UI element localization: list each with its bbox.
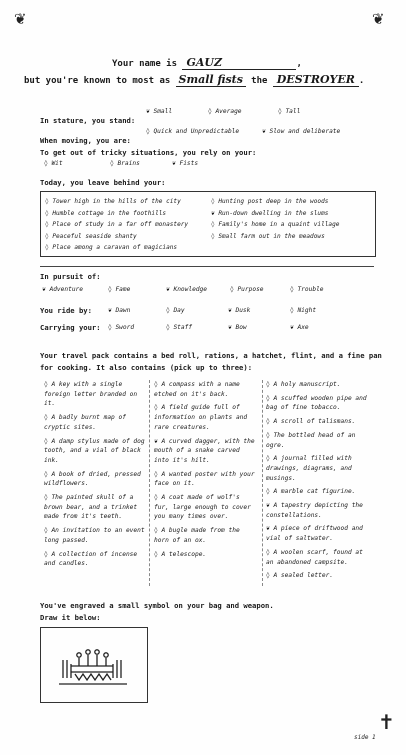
pack-col1: [44, 380, 146, 573]
pursuit-option-adventure[interactable]: ❦ Adventure: [42, 286, 83, 293]
name-prefix: Your name is: [112, 59, 178, 69]
pack-item[interactable]: ◊ A scroll of talismans.: [266, 418, 356, 426]
name-line: Your name is GAUZ ,: [112, 56, 302, 69]
carrying-option-bow[interactable]: ❦ Bow: [228, 324, 247, 331]
pack-intro: Your travel pack contains a bed roll, rations, a hatchet, flint, and a fine pan for cooking. It also contains (pick up to three):: [40, 351, 382, 372]
pack-item[interactable]: ◊ A telescope.: [154, 550, 207, 558]
carrying-option-staff[interactable]: ◊ Staff: [166, 324, 193, 331]
column-divider: [149, 380, 150, 586]
pack-item[interactable]: ◊ A bugle made from the horn of an ox.: [154, 527, 240, 544]
ride-option-dusk[interactable]: ❦ Dusk: [228, 307, 251, 314]
separator-line: [40, 266, 374, 267]
tricky-question: To get out of tricky situations, you rely on your:: [40, 148, 257, 157]
pack-item[interactable]: ◊ A wanted poster with your face on it.: [154, 470, 255, 488]
tricky-option-wit[interactable]: ◊ Wit: [44, 160, 63, 167]
name-value: GAUZ: [186, 56, 223, 69]
known-value: Small fists: [178, 73, 243, 86]
pack-item[interactable]: ◊ A coat made of wolf's fur, large enough to cover you many times over.: [154, 494, 251, 521]
left-behind-option[interactable]: ◊ Hunting post deep in the woods: [211, 198, 329, 205]
left-behind-col1: [45, 196, 188, 254]
tricky-row: [40, 148, 390, 167]
pack-item[interactable]: ◊ A badly burnt map of cryptic sites.: [44, 414, 126, 431]
pursuit-question: In pursuit of:: [40, 272, 101, 281]
draw-label: Draw it below:: [40, 613, 101, 622]
carrying-option-sword[interactable]: ◊ Sword: [108, 324, 135, 331]
pack-item[interactable]: ◊ A journal filled with drawings, diagrams, and musings.: [266, 455, 352, 482]
pack-item[interactable]: ◊ An invitation to an event long passed.: [44, 527, 145, 544]
ride-option-night[interactable]: ◊ Night: [290, 307, 317, 314]
right-floral-ornament-icon: ❦: [372, 10, 385, 28]
period: .: [358, 76, 365, 86]
ride-option-dawn[interactable]: ❦ Dawn: [108, 307, 131, 314]
name-field[interactable]: [182, 56, 296, 70]
ride-question: You ride by:: [40, 306, 92, 315]
stature-option-small[interactable]: ❦ Small: [146, 108, 173, 115]
pursuit-option-purpose[interactable]: ◊ Purpose: [230, 286, 264, 293]
pack-item-selected[interactable]: ❦ A tapestry depicting the constellations.: [266, 502, 363, 519]
pursuit-option-fame[interactable]: ◊ Fame: [108, 286, 131, 293]
left-floral-ornament-icon: ❦: [14, 10, 27, 28]
pack-col2: [154, 380, 258, 563]
left-behind-option[interactable]: ◊ Small farm out in the meadows: [211, 232, 325, 240]
pursuit-option-knowledge[interactable]: ❦ Knowledge: [166, 286, 207, 293]
carrying-option-axe[interactable]: ❦ Axe: [290, 324, 309, 331]
moving-row: [40, 128, 390, 147]
pack-item[interactable]: ◊ A sealed letter.: [266, 572, 334, 580]
moving-question: When moving, you are:: [40, 136, 131, 145]
left-behind-option[interactable]: ◊ Place of study in a far off monastery: [45, 221, 189, 228]
known-field[interactable]: [176, 73, 246, 87]
known-prefix: but you're known to most as: [24, 76, 171, 86]
ride-option-day[interactable]: ◊ Day: [166, 307, 185, 314]
left-behind-option[interactable]: ◊ Family's home in a quaint village: [211, 221, 340, 228]
carrying-question: Carrying your:: [40, 323, 101, 332]
left-behind-option[interactable]: ◊ Tower high in the hills of the city: [45, 198, 181, 205]
pack-item[interactable]: ◊ A damp stylus made of dog tooth, and a vial of black ink.: [44, 437, 145, 464]
stature-question: In stature, you stand:: [40, 116, 136, 125]
pack-item[interactable]: ◊ A key with a single foreign letter branded on it.: [44, 381, 138, 408]
pack-item[interactable]: ◊ A marble cat figurine.: [266, 488, 356, 496]
pack-item[interactable]: ◊ The painted skull of a brown bear, and a trinket made from it's teeth.: [44, 494, 138, 521]
the-label: the: [251, 76, 268, 86]
pack-item[interactable]: ◊ A book of dried, pressed wildflowers.: [44, 470, 141, 488]
dagger-cross-icon: ✝: [378, 710, 395, 734]
pack-col3: [266, 380, 374, 585]
symbol-drawing-box[interactable]: [40, 627, 148, 703]
left-behind-option[interactable]: ◊ Humble cottage in the foothills: [45, 209, 167, 217]
symbol-instruction: You've engraved a small symbol on your bag and weapon.: [40, 601, 274, 610]
stature-row: [40, 108, 390, 127]
pack-options-grid: [40, 380, 374, 586]
pack-item[interactable]: ◊ A scuffed wooden pipe and bag of fine tobacco.: [266, 394, 367, 412]
pack-item[interactable]: ◊ A woolen scarf, found at an abandoned campsite.: [266, 548, 363, 566]
left-behind-box: [40, 191, 376, 257]
pack-item[interactable]: ◊ A holy manuscript.: [266, 381, 341, 388]
pack-item-selected[interactable]: ❦ A piece of driftwood and vial of saltwater.: [266, 525, 363, 543]
pursuit-option-trouble[interactable]: ◊ Trouble: [290, 286, 324, 293]
pack-item-selected[interactable]: ❦ A curved dagger, with the mouth of a snake carved into it's hilt.: [154, 437, 255, 464]
left-behind-option-selected[interactable]: ❦ Run-down dwelling in the slums: [211, 209, 329, 217]
moving-option-quick[interactable]: ◊ Quick and Unpredictable: [146, 128, 240, 135]
left-behind-col2: [211, 196, 339, 242]
moving-option-slow[interactable]: ❦ Slow and deliberate: [262, 128, 341, 135]
tricky-option-fists[interactable]: ❦ Fists: [172, 160, 199, 167]
stature-option-average[interactable]: ◊ Average: [208, 108, 242, 115]
left-behind-option[interactable]: ◊ Peaceful seaside shanty: [45, 232, 137, 240]
pack-item[interactable]: ◊ A compass with a name etched on it's back.: [154, 381, 240, 398]
pack-item[interactable]: ◊ A field guide full of information on plants and rare creatures.: [154, 404, 248, 431]
known-line: [24, 73, 364, 87]
pack-item[interactable]: ◊ The bottled head of an ogre.: [266, 431, 356, 449]
hand-drawn-symbol-icon: [41, 628, 147, 702]
title-field[interactable]: [273, 73, 359, 87]
page-label: side 1: [354, 734, 376, 741]
pack-item[interactable]: ◊ A collection of incense and candles.: [44, 550, 138, 568]
tricky-option-brains[interactable]: ◊ Brains: [110, 160, 140, 167]
column-divider: [262, 380, 263, 586]
left-behind-question: Today, you leave behind your:: [40, 178, 166, 187]
title-value: DESTROYER: [276, 73, 355, 86]
left-behind-option[interactable]: ◊ Place among a caravan of magicians: [45, 244, 178, 251]
stature-option-tall[interactable]: ◊ Tall: [278, 108, 301, 115]
